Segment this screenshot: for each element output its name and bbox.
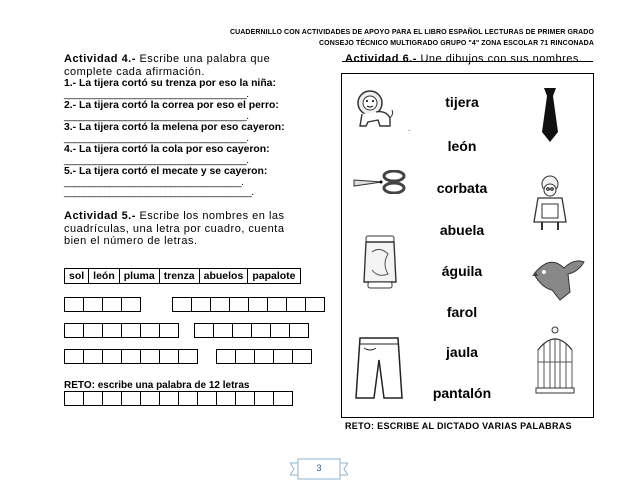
- lantern-icon: [360, 234, 400, 290]
- stray-dot: .: [408, 124, 411, 133]
- page-header: [230, 27, 594, 49]
- answer-line-4[interactable]: ____________________________________.: [64, 155, 249, 166]
- birdcage-icon: [534, 326, 576, 396]
- grid-leon[interactable]: [216, 349, 311, 364]
- scissors-icon: [352, 170, 408, 194]
- header-line-1: CUADERNILLO CON ACTIVIDADES DE APOYO PARA EL LIBRO ESPAÑOL LECTURAS DE PRIMER GRADO: [229, 29, 594, 36]
- page-number: 3: [316, 463, 322, 473]
- page-number-badge: [290, 457, 348, 483]
- grid-trenza[interactable]: [64, 323, 178, 338]
- activity-4: [64, 53, 320, 248]
- activity-6-instr: Une dibujos con sus nombres.: [416, 53, 583, 65]
- question-4: 4.- La tijera cortó la cola por eso cayeron:: [64, 144, 270, 155]
- answer-line-1[interactable]: ____________________________________.: [64, 89, 249, 100]
- grid-12-letters[interactable]: [64, 391, 292, 406]
- activity-5-title: Actividad 5.-: [64, 210, 136, 222]
- word-abuela: abuela: [439, 222, 485, 238]
- activity-6-title: Actividad 6.-: [345, 53, 417, 65]
- question-1: 1.- La tijera cortó su trenza por eso la niña:: [64, 78, 276, 89]
- grid-abuelos[interactable]: [64, 349, 197, 364]
- word-pluma: pluma: [119, 269, 159, 284]
- word-leon: león: [89, 269, 120, 284]
- reto-dictation: RETO: ESCRIBE AL DICTADO VARIAS PALABRAS: [345, 421, 572, 431]
- word-tijera: tijera: [445, 94, 479, 110]
- activity-4-instr-2: complete cada afirmación.: [64, 65, 205, 78]
- pants-icon: [354, 336, 404, 402]
- question-5: 5.- La tijera cortó el mecate y se cayeron:: [64, 166, 268, 177]
- activity-5-instr-2: cuadrículas, una letra por cuadro, cuenta: [64, 222, 285, 235]
- word-corbata: corbata: [436, 180, 488, 196]
- word-aguila: águila: [441, 263, 483, 279]
- word-pantalon: pantalón: [432, 385, 492, 401]
- activity-5-instr-1: Escribe los nombres en las: [135, 210, 285, 222]
- word-trenza: trenza: [159, 269, 199, 284]
- answer-line-2[interactable]: ____________________________________.: [64, 111, 249, 122]
- answer-line-5[interactable]: ___________________________________.: [64, 177, 244, 188]
- answer-line-6[interactable]: _____________________________________.: [64, 187, 254, 198]
- question-2: 2.- La tijera cortó la correa por eso el perro:: [64, 100, 279, 111]
- lion-icon: [354, 88, 396, 130]
- answer-line-3[interactable]: ____________________________________.: [64, 133, 249, 144]
- activity-5-instr-3: bien el número de letras.: [64, 235, 198, 247]
- activity-6-instruction: [345, 53, 582, 65]
- word-sol: sol: [65, 269, 89, 284]
- grid-papalote[interactable]: [172, 297, 324, 312]
- matching-box: [341, 73, 594, 418]
- word-abuelos: abuelos: [199, 269, 248, 284]
- question-3: 3.- La tijera cortó la melena por eso cayeron:: [64, 122, 285, 133]
- eagle-icon: [530, 254, 588, 304]
- header-line-2: CONSEJO TÉCNICO MULTIGRADO GRUPO "4" ZONA ESCOLAR 71 RINCONADA: [319, 40, 594, 47]
- grid-pluma[interactable]: [194, 323, 308, 338]
- word-farol: farol: [446, 304, 478, 320]
- word-bank-table: [64, 268, 301, 284]
- grandmother-icon: [528, 174, 572, 232]
- activity-4-instr-1: Escribe una palabra que: [135, 53, 271, 65]
- grid-sol[interactable]: [64, 297, 140, 312]
- tie-icon: [538, 86, 562, 144]
- activity-4-title: Actividad 4.-: [64, 53, 136, 65]
- word-leon-6: león: [447, 138, 477, 154]
- top-rule: [342, 61, 593, 62]
- reto-12-letters: RETO: escribe una palabra de 12 letras: [64, 380, 250, 391]
- word-jaula: jaula: [446, 344, 478, 360]
- activity-4-instruction: [64, 53, 320, 66]
- word-papalote: papalote: [248, 269, 300, 284]
- activity-5-instruction: [64, 210, 320, 223]
